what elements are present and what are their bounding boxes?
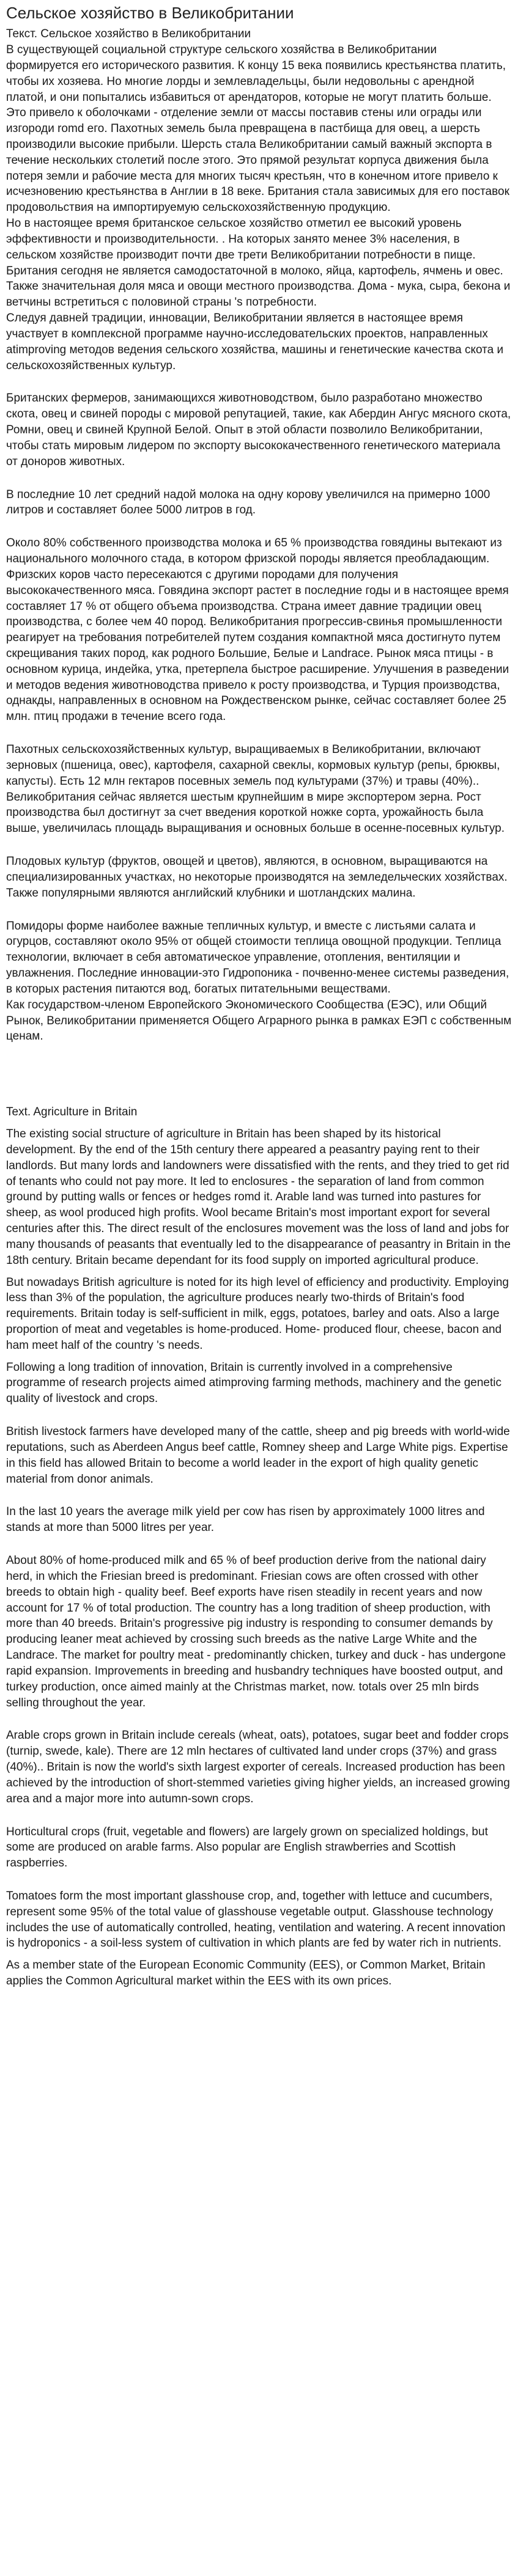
- english-paragraph: Arable crops grown in Britain include cereals (wheat, oats), potatoes, sugar beet and fodder crops (turnip, swede, kale). There are 12 mln hectares of cultivated land under crops (37%) and grass (40%).. Britain is now the world's sixth largest exporter of cereals. Increased production has been achieved by the introduction of short-stemmed varieties giving higher yields, an increased growing area and a major more into autumn-sown crops.: [6, 1729, 510, 1805]
- russian-paragraph: Плодовых культур (фруктов, овощей и цветов), являются, в основном, выращиваются на специализированных участках, но некоторые производятся на земледельческих хозяйствах. Также популярными являются английский клубники и шотландских малина.: [6, 855, 508, 900]
- english-paragraph: Horticultural crops (fruit, vegetable and flowers) are largely grown on specialized holdings, but some are produced on arable farms. Also popular are English strawberries and Scottish raspberries.: [6, 1825, 488, 1870]
- english-paragraph: As a member state of the European Economic Community (EES), or Common Market, Britain applies the Common Agricultural market within the EES with its own prices.: [6, 1959, 486, 1988]
- russian-paragraph: В существующей социальной структуре сельского хозяйства в Великобритании формируется его исторического развития. К концу 15 века появились крестьянства платить, чтобы их хозяева. Но многие лорды и землевладельцы, были недовольны с арендной платой, и они попытались избавиться от арендаторов, которые не могут платить больше. Это привело к оболочками - отделение земли от массы поставив стены или ограды или изгороди romd его. Пахотных земель была превращена в пастбища для овец, а шерсть производили высокие прибыли. Шерсть стала Великобритании самый важный экспорта в течение нескольких столетий после этого. Это прямой результат корпуса движения была потеря земли и рабочие места для многих тысяч крестьян, что в конечном итоге привело к исчезновению крестьянства в Англии в 18 веке. Британия стала зависимых для его поставок продовольствия на импортируемую сельскохозяйственную продукцию.: [6, 43, 509, 215]
- russian-paragraph: Около 80% собственного производства молока и 65 % производства говядины вытекают из национального молочного стада, в котором фризской породы является преобладающим. Фризских коров часто пересекаются с другими породами для получения высококачественного мяса. Говядина экспорт растет в последние годы и в настоящее время составляет 17 % от общего объема производства. Страна имеет давние традиции овец производства, с более чем 40 пород. Великобритания прогрессив-свинья промышленности реагирует на требования потребителей путем создания компактной мяса достигнуто путем скрещивания таких пород, как родного Большие, Белые и Landrace. Рынок мяса птицы - в основном курица, индейка, утка, претерпела быстрое расширение. Улучшения в разведении и методов ведения животноводства привело к росту производства, и Турция производства, однакды, направленных в основном на Рождественском рынке, сейчас составляет более 25 млн. птиц продажи в течение всего года.: [6, 537, 509, 724]
- russian-section: [6, 26, 512, 1044]
- russian-paragraph: Но в настоящее время британское сельское хозяйство отметил ее высокий уровень эффективности и производительности. . На которых занято менее 3% населения, в сельском хозяйстве производит почти две трети Великобритании потребности в пище. Британия сегодня не является самодостаточной в молоко, яйца, картофель, ячмень и овес. Также значительная доля мяса и овощи местного производства. Дома - мука, сыра, бекона и ветчины встретиться с половиной страны 's потребности.: [6, 217, 511, 309]
- russian-paragraph: Следуя давней традиции, инновации, Великобритании является в настоящее время участвует в комплексной программе научно-исследовательских проектов, направленных atimproving методов ведения сельского хозяйства, машины и генетические качества скота и сельскохозяйственных культур.: [6, 312, 504, 372]
- section-spacer: [6, 1044, 512, 1104]
- english-paragraph: The existing social structure of agriculture in Britain has been shaped by its historical development. By the end of the 15th century there appeared a peasantry paying rent to their landlords. But many lords and landowners were dissatisfied with the rents, and they tried to get rid of tenants who could not pay more. It led to enclosures - the separation of land from common ground by putting walls or fences or hedges romd it. Arable land was turned into pastures for sheep, as wool produced high profits. Wool became Britain's most important export for several centuries after this. The direct result of the enclosures movement was the loss of land and jobs for many thousands of peasants that eventually led to the disappearance of peasantry in Britain in the 18th century. Britain became dependant for its food supply on imported agricultural produce.: [6, 1128, 511, 1267]
- russian-paragraph: Британских фермеров, занимающихся животноводством, было разработано множество скота, овец и свиней породы с мировой репутацией, такие, как Абердин Ангус мясного скота, Ромни, овец и свиней Крупной Белой. Опыт в этой области позволило Великобритании, чтобы стать мировым лидером по экспорту высококачественного генетического материала от доноров животных.: [6, 392, 511, 468]
- russian-paragraph: В последние 10 лет средний надой молока на одну корову увеличился на примерно 1000 литров и составляет более 5000 литров в год.: [6, 488, 490, 517]
- english-section: [6, 1104, 512, 1989]
- russian-paragraph: Пахотных сельскохозяйственных культур, выращиваемых в Великобритании, включают зерновых (пшеница, овес), картофеля, сахарной свеклы, кормовых культур (репы, брюквы, капусты). Есть 12 млн гектаров посевных земель под культурами (37%) и травы (40%).. Великобритания сейчас является шестым крупнейшим в мире экспортером зерна. Рост производства был достигнут за счет введения короткой ножке сорта, урожайность была выше, увеличилась площадь выращивания и основных больше в осенне-посевных культур.: [6, 743, 505, 835]
- english-paragraph: In the last 10 years the average milk yield per cow has risen by approximately 1000 litres and stands at more than 5000 litres per year.: [6, 1505, 485, 1535]
- english-paragraph: British livestock farmers have developed many of the cattle, sheep and pig breeds with world-wide reputations, such as Aberdeen Angus beef cattle, Romney sheep and Large White pigs. Expertise in this field has allowed Britain to become a world leader in the export of high quality genetic material from donor animals.: [6, 1425, 510, 1486]
- russian-paragraph: Помидоры форме наиболее важные тепличных культур, и вместе с листьями салата и огурцов, составляют около 95% от общей стоимости теплица овощной продукции. Теплица технологии, включает в себя автоматическое управление, отопления, вентиляции и увлажнения. Последние инновации-это Гидропоника - почвенно-менее системы разведения, в которых растения питаются вод, богатых питательными веществами.: [6, 919, 509, 996]
- english-paragraph: But nowadays British agriculture is noted for its high level of efficiency and productivity. Employing less than 3% of the population, the agriculture produces nearly two-thirds of Britain's food requirements. Britain today is self-sufficient in milk, eggs, potatoes, barley and oats. Also a large proportion of meat and vegetables is home-produced. Home- produced flour, cheese, bacon and ham meet half of the country 's needs.: [6, 1275, 509, 1352]
- english-text-heading: Text. Agriculture in Britain: [6, 1106, 138, 1119]
- english-paragraph: Following a long tradition of innovation, Britain is currently involved in a comprehensive programme of research projects aimed atimproving farming methods, machinery and the genetic quality of livestock and crops.: [6, 1360, 501, 1406]
- english-paragraph: Tomatoes form the most important glasshouse crop, and, together with lettuce and cucumbers, represent some 95% of the total value of glasshouse vegetable output. Glasshouse technology includes the use of automatically controlled, heating, ventilation and watering. A recent innovation is hydroponics - a soil-less system of cultivation in which plants are fed by water rich in nutrients.: [6, 1890, 506, 1950]
- russian-text-heading: Текст. Сельское хозяйство в Великобритании: [6, 28, 251, 41]
- page-title: Сельское хозяйство в Великобритании: [6, 4, 294, 22]
- english-paragraph: About 80% of home-produced milk and 65 % of beef production derive from the national dairy herd, in which the Friesian breed is predominant. Friesian cows are often crossed with other breeds to obtain high - quality beef. Beef exports have risen steadily in recent years and now account for 17 % of total production. The country has a long tradition of sheep production, with more than 40 breeds. Britain's progressive pig industry is responding to consumer demands by producing leaner meat achieved by crossing such breeds as the native Large White and the Landrace. The market for poultry meat - predominantly chicken, turkey and duck - has undergone rapid expansion. Improvements in breeding and husbandry techniques have boosted output, and turkey production, once aimed mainly at the Christmas market, now. totals over 25 mln birds selling throughout the year.: [6, 1554, 506, 1709]
- russian-paragraph: Как государством-членом Европейского Экономического Сообщества (ЕЭС), или Общий Рынок, Великобритании применяется Общего Аграрного рынка в рамках ЕЭП с собственным ценам.: [6, 998, 512, 1043]
